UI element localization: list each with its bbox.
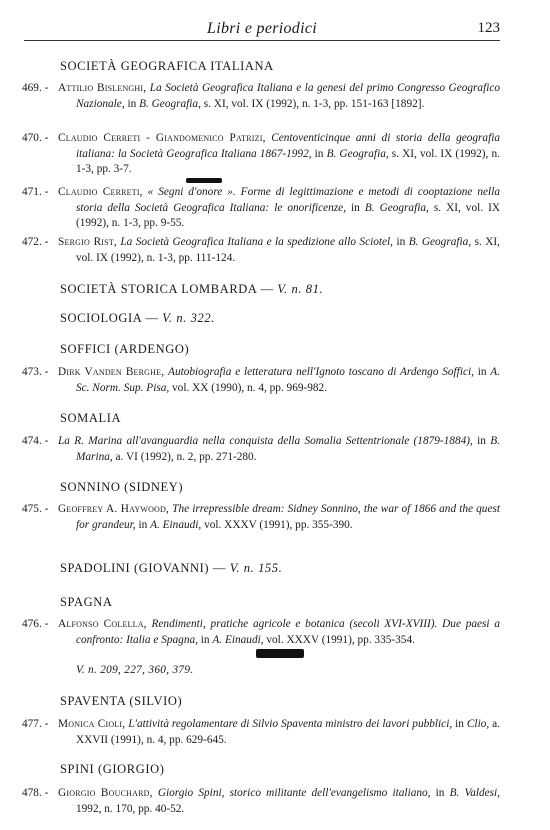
entry-author: Dirk Vanden Berghe, bbox=[58, 366, 165, 378]
ink-smudge bbox=[256, 649, 304, 658]
entry-author: Attilio Bislenghi, bbox=[58, 82, 147, 94]
entry-title: Centoventicinque anni di storia della geografia italiana: la Società Geografica Italiana 1867-1992, bbox=[76, 132, 501, 160]
entry-author: Claudio Cerreti - Giandomenico Patrizi, bbox=[58, 132, 266, 144]
section-heading: SPINI (GIORGIO) bbox=[60, 762, 165, 776]
entry-number: 478. - bbox=[22, 787, 49, 799]
entry-author: Monica Cioli, bbox=[58, 718, 126, 730]
bibliography-entry: 477. - Monica Cioli, L'attività regolamentare di Silvio Spaventa ministro dei lavori pubblici, in Clio, a. XXVII (1991), n. 4, pp. 629-645. bbox=[22, 718, 500, 746]
entry-number: 475. - bbox=[22, 503, 49, 515]
bibliography-entry: 469. - Attilio Bislenghi, La Società Geografica Italiana e la genesi del primo Congresso Geografico Nazionale, in B. Geografia, s. XI, vol. IX (1992), n. 1-3, pp. 151-163 [1892]. bbox=[22, 82, 501, 110]
entry-author: Giorgio Bouchard, bbox=[58, 787, 153, 799]
entry-journal: Clio, bbox=[466, 718, 490, 730]
bibliography-entry: 476. - Alfonso Colella, Rendimenti, pratiche agricole e botanica (secoli XVI-XVIII). Due paesi a confronto: Italia e Spagna, in A. Einaudi, vol. XXXV (1991), pp. 335-354. bbox=[22, 618, 500, 646]
section-heading: SPADOLINI (GIOVANNI) — V. n. 155. bbox=[60, 561, 283, 575]
cross-reference: V. n. 155. bbox=[229, 561, 283, 575]
entry-number: 470. - bbox=[22, 132, 49, 144]
entry-title: L'attività regolamentare di Silvio Spaventa ministro dei lavori pubblici, bbox=[128, 718, 453, 730]
entry-journal: A. Einaudi, bbox=[212, 633, 264, 646]
bibliography-entry: 474. - La R. Marina all'avanguardia nella conquista della Somalia Settentrionale (1879-1884), in B. Marina, a. VI (1992), n. 2, pp. 271-280. bbox=[22, 435, 501, 463]
bibliography-entry: 470. - Claudio Cerreti - Giandomenico Patrizi, Centoventicinque anni di storia della geografia italiana: la Società Geografica Italiana 1867-1992, in B. Geografia, s. XI, vol. IX (1992), n. 1-3, pp. 3-7. bbox=[22, 132, 501, 176]
entry-journal: B. Valdesi, bbox=[449, 787, 500, 799]
entry-title: « Segni d'onore ». Forme di legittimazione e metodi di cooptazione nella storia della Società Geografica Italiana: le onorificenze, bbox=[76, 186, 500, 214]
entry-author: Geoffrey A. Haywood, bbox=[58, 503, 170, 515]
entry-number: 472. - bbox=[22, 236, 49, 248]
entry-title: The irrepressible dream: Sidney Sonnino, the war of 1866 and the quest for grandeur, bbox=[76, 503, 500, 531]
bibliography-entry: 473. - Dirk Vanden Berghe, Autobiografia e letteratura nell'Ignoto toscano di Ardengo Soffici, in A. Sc. Norm. Sup. Pisa, vol. XX (1990), n. 4, pp. 969-982. bbox=[22, 366, 501, 394]
entry-number: 474. - bbox=[22, 435, 49, 447]
section-heading: SOCIOLOGIA — V. n. 322. bbox=[60, 311, 215, 325]
entry-author: Alfonso Colella, bbox=[58, 618, 147, 630]
entry-number: 469. - bbox=[22, 82, 49, 94]
entry-title: Giorgio Spini, storico militante dell'evangelismo italiano, bbox=[157, 787, 431, 799]
entry-journal: B. Marina, bbox=[76, 435, 501, 463]
entry-number: 471. - bbox=[22, 186, 49, 198]
section-heading: SPAGNA bbox=[60, 595, 113, 609]
section-heading: SOMALIA bbox=[60, 411, 122, 425]
entry-journal: B. Geografia, bbox=[364, 201, 429, 214]
entry-number: 477. - bbox=[22, 718, 49, 730]
running-title: Libri e periodici bbox=[207, 20, 317, 37]
entry-title: La Società Geografica Italiana e la spedizione allo Sciotel, bbox=[120, 236, 393, 248]
entry-journal: A. Einaudi, bbox=[150, 518, 202, 531]
bibliography-entry: 472. - Sergio Rist, La Società Geografica Italiana e la spedizione allo Sciotel, in B. Geografia, s. XI, vol. IX (1992), n. 1-3, pp. 111-124. bbox=[22, 236, 500, 264]
entry-journal: B. Geografia, bbox=[326, 147, 389, 160]
bibliography-entry: 478. - Giorgio Bouchard, Giorgio Spini, storico militante dell'evangelismo italiano, in B. Valdesi, 1992, n. 170, pp. 40-52. bbox=[22, 787, 500, 815]
entry-journal: B. Geografia, bbox=[139, 97, 201, 110]
entry-title: Rendimenti, pratiche agricole e botanica (secoli XVI-XVIII). Due paesi a confronto: Italia e Spagna, bbox=[76, 618, 500, 646]
cross-reference: V. n. 322. bbox=[162, 311, 215, 325]
section-heading: SOCIETÀ GEOGRAFICA ITALIANA bbox=[60, 59, 274, 73]
page-number: 123 bbox=[477, 20, 500, 36]
running-header bbox=[24, 18, 500, 41]
cross-reference: V. n. 209, 227, 360, 379. bbox=[76, 664, 194, 676]
entry-number: 473. - bbox=[22, 366, 49, 378]
bibliography-entry: 471. - Claudio Cerreti, « Segni d'onore ». Forme di legittimazione e metodi di cooptazione nella storia della Società Geografica Italiana: le onorificenze, in B. Geografia, s. XI, vol. IX (1992), n. 1-3, pp. 9-55. bbox=[22, 186, 500, 230]
entry-journal: B. Geografia, bbox=[408, 236, 472, 248]
entry-author: Sergio Rist, bbox=[58, 236, 117, 248]
entry-journal: A. Sc. Norm. Sup. Pisa, bbox=[76, 366, 501, 394]
cross-reference: V. n. 81. bbox=[277, 282, 324, 296]
entry-author: Claudio Cerreti, bbox=[58, 186, 143, 198]
section-heading: SOFFICI (ARDENGO) bbox=[60, 342, 190, 356]
entry-title: La Società Geografica Italiana e la genesi del primo Congresso Geografico Nazionale, bbox=[76, 82, 501, 110]
entry-title: La R. Marina all'avanguardia nella conquista della Somalia Settentrionale (1879-1884), bbox=[58, 435, 473, 447]
bibliography-entry: 475. - Geoffrey A. Haywood, The irrepressible dream: Sidney Sonnino, the war of 1866 and the quest for grandeur, in A. Einaudi, vol. XXXV (1991), pp. 355-390. bbox=[22, 503, 500, 531]
entry-title: Autobiografia e letteratura nell' bbox=[168, 366, 316, 378]
section-heading: SONNINO (SIDNEY) bbox=[60, 480, 184, 494]
ink-smudge bbox=[186, 178, 222, 183]
entry-number: 476. - bbox=[22, 618, 49, 630]
section-heading: SOCIETÀ STORICA LOMBARDA — V. n. 81. bbox=[60, 282, 324, 296]
section-heading: SPAVENTA (SILVIO) bbox=[60, 694, 183, 708]
